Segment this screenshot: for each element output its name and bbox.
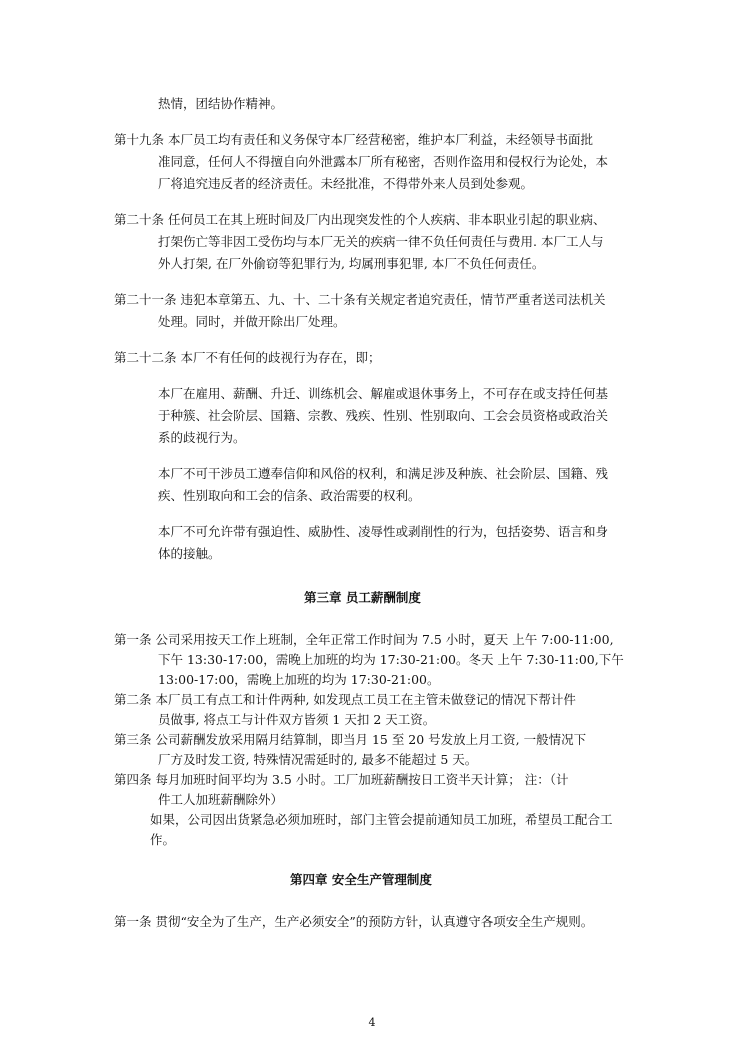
ch3-article-3: 第三条 公司薪酬发放采用隔月结算制，即当月 15 至 20 号发放上月工资, 一般情况下 — [114, 732, 587, 747]
text-line: 厂方及时发工资, 特殊情况需延时的, 最多不能超过 5 天。 — [158, 752, 478, 767]
text-line: 外人打架, 在厂外偷窃等犯罪行为, 均属刑事犯罪, 本厂不负任何责任。 — [158, 256, 545, 271]
text-line: 员做事, 将点工与计件双方皆须 1 天扣 2 天工资。 — [158, 712, 436, 727]
ch3-article-2: 第二条 本厂员工有点工和计件两种, 如发现点工员工在主管未做登记的情况下帮计件 — [114, 692, 576, 707]
text-line: 本厂不可干涉员工遵奉信仰和风俗的权利，和满足涉及种族、社会阶层、国籍、残 — [158, 466, 609, 481]
text-line: 本厂在雇用、薪酬、升迁、训练机会、解雇或退休事务上，不可存在或支持任何基 — [158, 386, 609, 401]
chapter-3-heading: 第三章 员工薪酬制度 — [304, 590, 421, 605]
text-line: 准同意，任何人不得擅自向外泄露本厂所有秘密，否则作盗用和侵权行为论处，本 — [158, 154, 609, 169]
text-line: 如果，公司因出货紧急必须加班时，部门主管会提前通知员工加班，希望员工配合工 — [150, 812, 613, 827]
article-22: 第二十二条 本厂不有任何的歧视行为存在，即； — [114, 350, 381, 365]
text-line: 下午 13:30-17:00，需晚上加班的均为 17:30-21:00。冬天 上午 7:30-11:00,下午 — [158, 652, 624, 667]
text-line: 作。 — [150, 832, 176, 847]
text-line: 热情，团结协作精神。 — [158, 96, 284, 111]
page-number: 4 — [368, 1016, 376, 1029]
ch3-article-4: 第四条 每月加班时间平均为 3.5 小时。工厂加班薪酬按日工资半天计算； 注：（计 — [114, 772, 569, 787]
text-line: 厂将追究违反者的经济责任。未经批准，不得带外来人员到处参观。 — [158, 176, 534, 191]
ch3-article-1: 第一条 公司采用按天工作上班制，全年正常工作时间为 7.5 小时，夏天 上午 7:00-11:00, — [114, 632, 614, 647]
chapter-4-heading: 第四章 安全生产管理制度 — [290, 872, 432, 887]
text-line: 体的接触。 — [158, 546, 221, 561]
text-line: 件工人加班薪酬除外） — [158, 792, 284, 807]
text-line: 13:00-17:00，需晚上加班的均为 17:30-21:00。 — [158, 672, 440, 687]
ch4-article-1: 第一条 贯彻“安全为了生产，生产必须安全”的预防方针，认真遵守各项安全生产规则。 — [114, 914, 594, 929]
text-line: 于种簇、社会阶层、国籍、宗教、残疾、性别、性别取向、工会会员资格或政治关 — [158, 408, 609, 423]
article-19: 第十九条 本厂员工均有责任和义务保守本厂经营秘密，维护本厂利益，未经领导书面批 — [114, 132, 593, 147]
article-20: 第二十条 任何员工在其上班时间及厂内出现突发性的个人疾病、非本职业引起的职业病、 — [114, 212, 606, 227]
text-line: 疾、性别取向和工会的信条、政治需要的权利。 — [158, 488, 421, 503]
text-line: 本厂不可允许带有强迫性、威胁性、凌辱性或剥削性的行为，包括姿势、语言和身 — [158, 524, 609, 539]
article-21: 第二十一条 违犯本章第五、九、十、二十条有关规定者追究责任，情节严重者送司法机关 — [114, 292, 606, 307]
text-line: 打架伤亡等非因工受伤均与本厂无关的疾病一律不负任何责任与费用. 本厂工人与 — [158, 234, 604, 249]
text-line: 处理。同时，并做开除出厂处理。 — [158, 314, 346, 329]
text-line: 系的歧视行为。 — [158, 430, 246, 445]
